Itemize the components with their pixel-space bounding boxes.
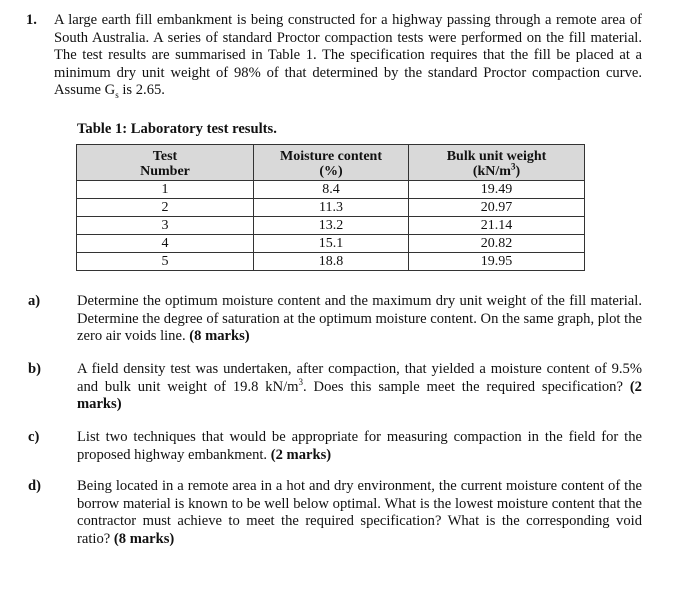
cell-moisture: 18.8 xyxy=(254,253,409,271)
header-moisture-content xyxy=(254,145,409,181)
header-bulk-line2-pre: (kN/m xyxy=(472,163,511,179)
cell-bulk: 20.82 xyxy=(409,235,585,253)
intro-text: A large earth fill embankment is being constructed for a highway passing through a remote area of South Australia. A series of standard Proctor compaction tests were performed on the fill material. The test results are summarised in Table 1. The specification requires that the fill be placed at a minimum dry unit weight of 98% of that determined by the standard Proctor compaction curve. Assume G xyxy=(54,12,642,99)
part-d-label: d) xyxy=(28,478,41,494)
part-b-marks: (2 marks) xyxy=(77,378,642,413)
header-test-line1: Test xyxy=(152,148,178,164)
cell-moisture: 8.4 xyxy=(254,181,409,199)
cell-test: 4 xyxy=(77,235,254,253)
part-b-sup: 3 xyxy=(298,376,304,387)
intro-text-end: is 2.65. xyxy=(118,82,165,99)
header-test-line2: Number xyxy=(140,163,190,179)
part-c-marks: (2 marks) xyxy=(270,446,332,463)
cell-bulk: 21.14 xyxy=(409,217,585,235)
table-row xyxy=(77,181,585,199)
header-bulk-sup: 3 xyxy=(510,160,516,171)
cell-test: 5 xyxy=(77,253,254,271)
table-row xyxy=(77,199,585,217)
part-c-label: c) xyxy=(28,429,40,445)
part-b-body: A field density test was undertaken, after compaction, that yielded a moisture content of 9.5% and bulk unit weight of 19.8 kN/m xyxy=(77,361,642,395)
cell-moisture: 11.3 xyxy=(254,199,409,217)
question-number: 1. xyxy=(26,12,37,28)
part-b-label: b) xyxy=(28,361,41,377)
part-a-marks: (8 marks) xyxy=(189,328,250,345)
part-a-label: a) xyxy=(28,293,41,309)
part-d-body: Being located in a remote area in a hot and dry environment, the current moisture content of the borrow material is known to be well below optimal. What is the lowest moisture content that the contractor must achieve to meet the required specification? What is the corresponding void ratio? xyxy=(77,478,642,547)
cell-test: 1 xyxy=(77,181,254,199)
part-a-body: Determine the optimum moisture content and the maximum dry unit weight of the fill material. Determine the degree of saturation at the optimum moisture content. On the same graph, plot the zero air voids line. xyxy=(77,293,642,345)
part-a-text xyxy=(77,293,642,346)
header-moisture-line2: (%) xyxy=(319,163,343,179)
cell-moisture: 13.2 xyxy=(254,217,409,235)
table-row xyxy=(77,217,585,235)
results-table xyxy=(76,144,585,271)
cell-bulk: 19.49 xyxy=(409,181,585,199)
table-header-row xyxy=(77,145,585,181)
cell-moisture: 15.1 xyxy=(254,235,409,253)
cell-test: 2 xyxy=(77,199,254,217)
part-c-body: List two techniques that would be appropriate for measuring compaction in the field for the proposed highway embankment. xyxy=(77,429,642,463)
cell-bulk: 20.97 xyxy=(409,199,585,217)
part-d-text xyxy=(77,478,642,548)
part-b-text xyxy=(77,361,642,414)
header-moisture-line1: Moisture content xyxy=(280,148,382,164)
header-bulk-unit-weight xyxy=(409,145,585,181)
table-row xyxy=(77,253,585,271)
part-b-body-end: . Does this sample meet the required specification? xyxy=(303,378,623,395)
part-d-marks: (8 marks) xyxy=(113,530,175,547)
header-bulk-line1: Bulk unit weight xyxy=(446,148,547,164)
intro-subscript: s xyxy=(115,90,119,101)
header-bulk-line2-post: ) xyxy=(515,163,521,179)
part-c-text xyxy=(77,429,642,464)
table-row xyxy=(77,235,585,253)
header-test-number xyxy=(77,145,254,181)
cell-bulk: 19.95 xyxy=(409,253,585,271)
table-title: Table 1: Laboratory test results. xyxy=(77,121,277,137)
question-intro xyxy=(54,12,642,100)
cell-test: 3 xyxy=(77,217,254,235)
